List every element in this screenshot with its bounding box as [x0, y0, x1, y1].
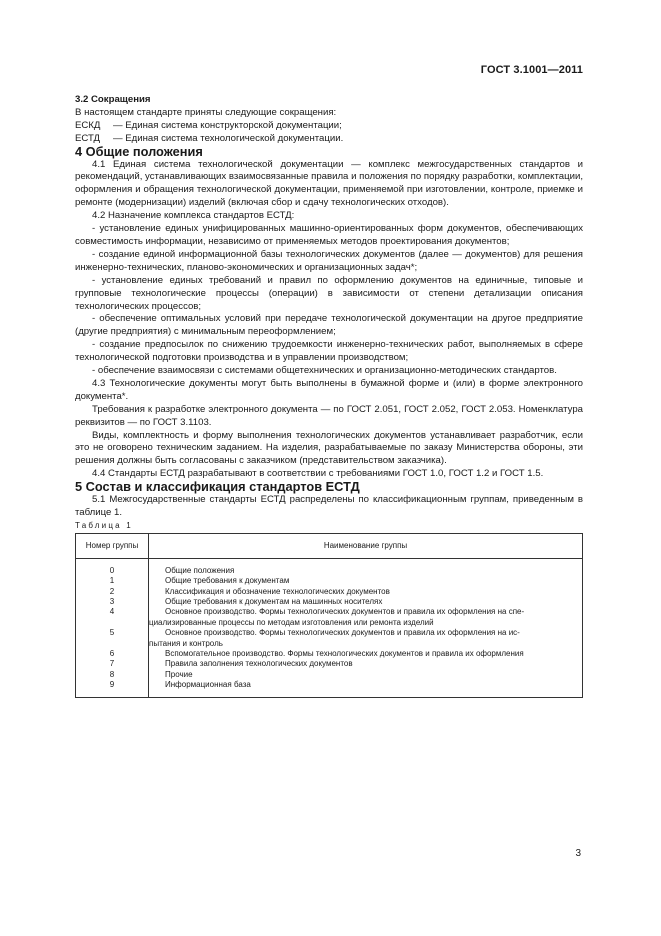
table-row: [76, 576, 583, 586]
abbreviation-code: ЕСТД: [75, 132, 101, 144]
bullet-item: - обеспечение взаимосвязи с системами общетехнических и организационно-методических стандартов.: [92, 365, 557, 377]
paragraph-4-3-requirements: Требования к разработке электронного документа — по ГОСТ 2.051, ГОСТ 2.052, ГОСТ 2.053. Номенклатура реквизитов — по ГОСТ 3.1103.: [75, 403, 583, 428]
table-row: [76, 649, 583, 659]
column-header-number: Номер группы: [76, 533, 149, 558]
group-name: Общие положения: [165, 565, 235, 575]
group-number-cell: 6: [76, 649, 149, 659]
group-number-cell: 5: [76, 628, 149, 649]
table-row: [76, 659, 583, 669]
table-header-row: [76, 533, 583, 558]
group-name-cell: [149, 670, 583, 680]
group-number-cell: 0: [76, 558, 149, 576]
paragraph-4-3: 4.3 Технологические документы могут быть выполнены в бумажной форме и (или) в форме электронного документа*.: [75, 377, 583, 402]
table-row: [76, 628, 583, 649]
group-name: Вспомогательное производство. Формы технологических документов и правила их оформления: [165, 649, 524, 659]
bullet-item: - установление единых унифицированных машинно-ориентированных форм документов, обеспечивающих совместимость информации, независимо от применяемых методов проектирования документов;: [75, 223, 583, 247]
classification-table: [75, 533, 583, 698]
standard-code-header: ГОСТ 3.1001—2011: [480, 64, 583, 76]
group-name: Общие требования к документам: [165, 576, 290, 586]
group-name-continuation: циализированные процессы по методам изготовления или ремонта изделий: [149, 617, 434, 627]
group-name-cell: [149, 680, 583, 697]
group-name-cell: [149, 649, 583, 659]
group-name-cell: [149, 576, 583, 586]
group-number-cell: 7: [76, 659, 149, 669]
group-name-cell: [149, 587, 583, 597]
group-name: Информационная база: [165, 680, 251, 690]
bullet-item: - создание предпосылок по снижению трудоемкости инженерно-технических работ, выполняемых в сфере технологической подготовки производства и в управлении производством;: [75, 339, 583, 364]
group-name: Основное производство. Формы технологических документов и правила их оформления на ис-: [165, 628, 520, 638]
document-body: [75, 94, 583, 698]
group-name-cell: [149, 597, 583, 607]
abbreviation-code: ЕСКД: [75, 119, 101, 131]
subsection-title-3-2: 3.2 Сокращения: [75, 94, 151, 105]
section-title-4: 4 Общие положения: [75, 143, 203, 159]
group-name-cell: [149, 558, 583, 576]
abbreviations-intro: В настоящем стандарте приняты следующие сокращения:: [75, 106, 337, 118]
bullet-item: - установление единых требований и правил по оформлению документов на единичные, типовые и групповые технологические процессы (операции) в зависимости от степени детализации описания технологических процессов;: [75, 274, 583, 312]
group-name: Основное производство. Формы технологических документов и правила их оформления на спе-: [165, 607, 525, 617]
section-title-5: 5 Состав и классификация стандартов ЕСТД: [75, 479, 360, 495]
paragraph-5-1: 5.1 Межгосударственные стандарты ЕСТД распределены по классификационным группам, приведенным в таблице 1.: [75, 494, 583, 518]
table-row: [76, 597, 583, 607]
group-number-cell: 1: [76, 576, 149, 586]
abbreviation-text: — Единая система технологической документации.: [113, 132, 344, 144]
group-name: Общие требования к документам на машинных носителях: [165, 597, 383, 607]
abbreviation-text: — Единая система конструкторской документации;: [113, 119, 342, 131]
group-name-cell: [149, 607, 583, 628]
group-name: Классификация и обозначение технологических документов: [165, 586, 390, 596]
table-row: [76, 587, 583, 597]
page-number: 3: [575, 848, 581, 859]
table-body: [76, 558, 583, 697]
group-number-cell: 2: [76, 587, 149, 597]
group-number-cell: 8: [76, 670, 149, 680]
abbreviation-eskd: [75, 120, 583, 133]
group-number-cell: 9: [76, 680, 149, 697]
group-name-continuation: пытания и контроль: [149, 638, 223, 648]
group-number-cell: 4: [76, 607, 149, 628]
paragraph-4-2: 4.2 Назначение комплекса стандартов ЕСТД:: [92, 210, 295, 222]
group-name: Правила заполнения технологических документов: [165, 659, 353, 669]
paragraph-4-3-types: Виды, комплектность и форму выполнения технологических документов устанавливает разработчик, если это не оговорено техническим заданием. На изделия, разрабатываемые по заказу Министерства обороны, эти решения должны быть согласованы с заказчиком (представительством заказчика).: [75, 429, 583, 467]
paragraph-4-4: 4.4 Стандарты ЕСТД разрабатывают в соответствии с требованиями ГОСТ 1.0, ГОСТ 1.2 и ГОСТ 1.5.: [92, 468, 544, 480]
group-name: Прочие: [165, 669, 193, 679]
bullet-item: - обеспечение оптимальных условий при передаче технологической документации на другое предприятие (другие предприятия) с минимальным переоформлением;: [75, 313, 583, 338]
group-name-cell: [149, 659, 583, 669]
table-row: [76, 670, 583, 680]
group-name-cell: [149, 628, 583, 649]
table-row: [76, 607, 583, 628]
paragraph-4-1: 4.1 Единая система технологической документации — комплекс межгосударственных стандартов и рекомендаций, устанавливающих взаимосвязанные правила и положения по порядку разработки, комплектации, оформления и обращения технологической документации, применяемой при изготовлении, контроле, приемке и ремонте (модернизации) изделий (включая сбор и сдачу технологических отходов).: [75, 158, 583, 209]
bullet-item: - создание единой информационной базы технологических документов (далее — документов) для решения инженерно-технических, планово-экономических и организационных задач*;: [75, 248, 583, 273]
group-number-cell: 3: [76, 597, 149, 607]
table-row: [76, 680, 583, 697]
column-header-name: Наименование группы: [149, 533, 583, 558]
table-row: [76, 558, 583, 576]
table-caption: Таблица 1: [75, 520, 133, 530]
